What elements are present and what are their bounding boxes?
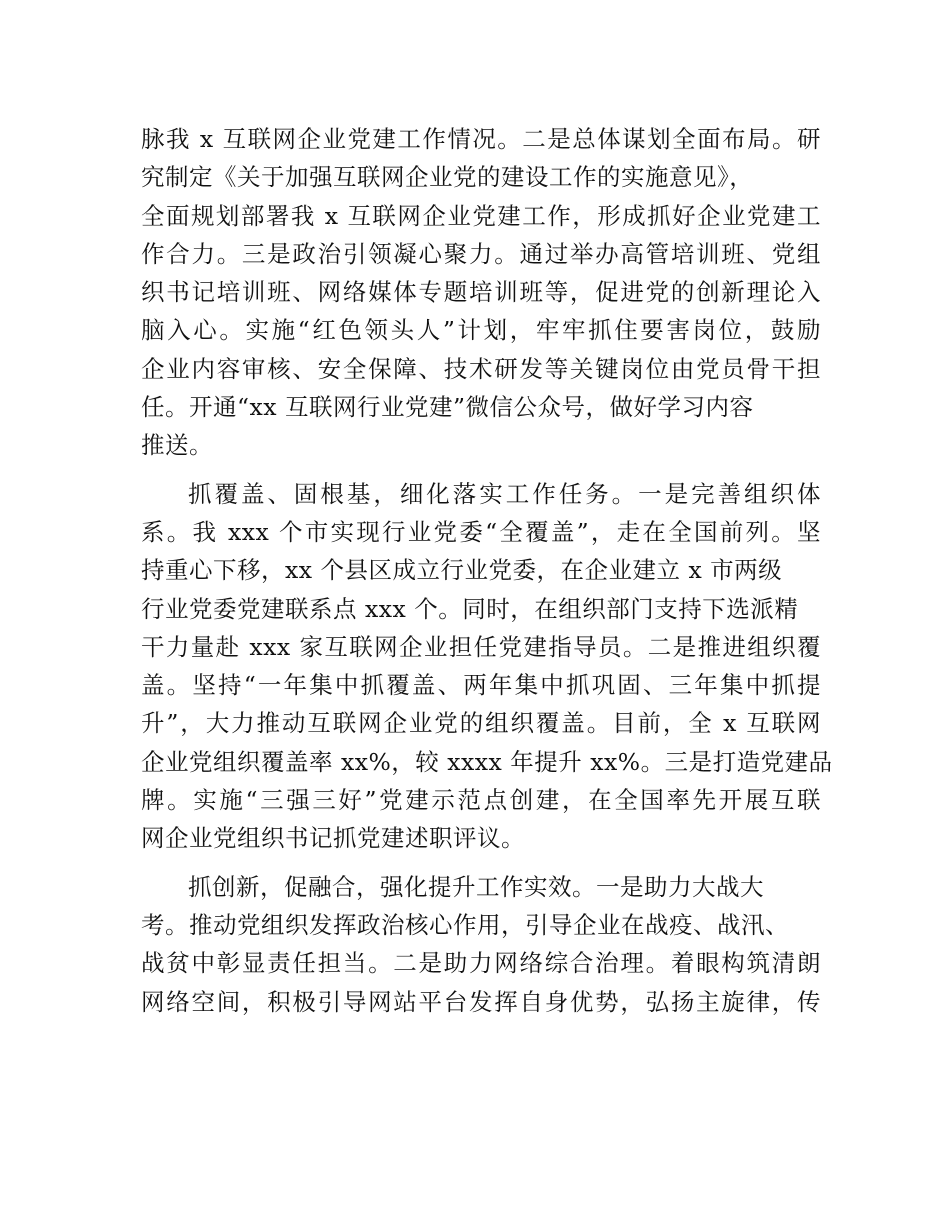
text-line: 脉我 x 互联网企业党建工作情况。二是总体谋划全面布局。研 [141,125,821,153]
text-line: 战贫中彰显责任担当。二是助力网络综合治理。着眼构筑清朗 [141,949,821,978]
text-line: 抓创新，促融合，强化提升工作实效。一是助力大战大 [188,872,764,901]
text-line: 企业内容审核、安全保障、技术研发等关键岗位由党员骨干担 [141,354,821,383]
text-line: 抓覆盖、固根基，细化落实工作任务。一是完善组织体 [188,479,821,508]
text-line: 行业党委党建联系点 xxx 个。同时，在组织部门支持下选派精 [141,594,799,623]
text-line: 系。我 xxx 个市实现行业党委“全覆盖”，走在全国前列。坚 [141,517,821,546]
text-line: 脑入心。实施“红色领头人”计划，牢牢抓住要害岗位，鼓励 [141,316,821,345]
text-line: 任。开通“xx 互联网行业党建”微信公众号，做好学习内容 [141,393,754,422]
text-line: 考。推动党组织发挥政治核心作用，引导企业在战疫、战汛、 [141,910,789,939]
paragraph-3 [141,868,821,1021]
document-body [141,120,833,1021]
paragraph-2 [141,475,833,858]
text-line: 持重心下移，xx 个县区成立行业党委，在企业建立 x 市两级 [141,556,783,585]
text-line: 作合力。三是政治引领凝心聚力。通过举办高管培训班、党组 [141,239,821,268]
text-line: 盖。坚持“一年集中抓覆盖、两年集中抓巩固、三年集中抓提 [141,671,821,700]
text-line: 企业党组织覆盖率 xx%，较 xxxx 年提升 xx%。三是打造党建品 [141,747,833,776]
text-line: 干力量赴 xxx 家互联网企业担任党建指导员。二是推进组织覆 [141,632,821,661]
text-line: 织书记培训班、网络媒体专题培训班等，促进党的创新理论入 [141,278,821,307]
text-line: 网络空间，积极引导网站平台发挥自身优势，弘扬主旋律，传 [141,987,821,1016]
paragraph-1 [141,120,821,465]
text-line: 推送。 [141,431,213,460]
text-line: 牌。实施“三强三好”党建示范点创建，在全国率先开展互联 [141,786,821,815]
text-line: 网企业党组织书记抓党建述职评议。 [141,824,525,853]
text-line: 究制定《关于加强互联网企业党的建设工作的实施意见》， [141,163,754,192]
text-line: 全面规划部署我 x 互联网企业党建工作，形成抓好企业党建工 [141,201,821,230]
text-line: 升”，大力推动互联网企业党的组织覆盖。目前，全 x 互联网 [141,709,821,738]
